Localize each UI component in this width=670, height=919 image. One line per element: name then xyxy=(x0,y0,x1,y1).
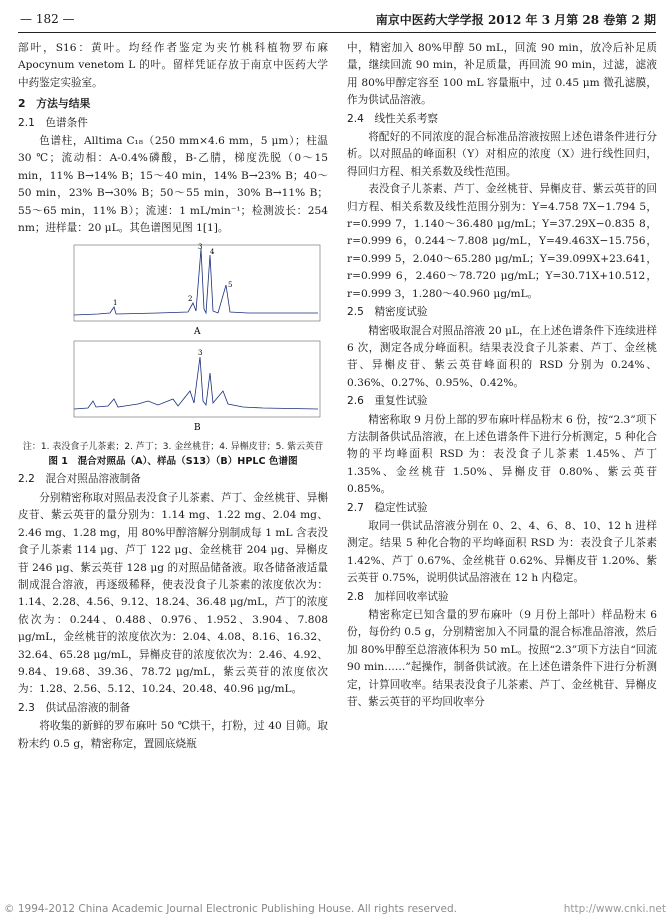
section-2-6-heading: 2.6 重复性试验 xyxy=(347,395,428,408)
section-2-heading: 2 方法与结果 xyxy=(18,97,91,111)
section-2-2-heading: 2.2 混合对照品溶液制备 xyxy=(18,473,141,486)
chart-a-peak-4: 4 xyxy=(210,248,215,257)
right-column xyxy=(347,40,657,711)
section-2-7-heading: 2.7 稳定性试验 xyxy=(347,501,428,514)
section-2-3-continued: 中，精密加入 80%甲醇 50 mL，回流 90 min，放冷后补足质量，继续回流 90 min，补足质量，再回流 90 min，过滤，滤液用 80%甲醇定容至 100 mL 容量瓶中，过 0.45 μm 微孔滤膜，作为供试品溶液。 xyxy=(347,42,657,107)
section-2-4-text-b: 表没食子儿茶素、芦丁、金丝桃苷、异槲皮苷、紫云英苷的回归方程、相关系数及线性范围分别为：Y=4.758 7X−1.794 5，r=0.999 7，1.140～36.480 μg/mL；Y=37.29X−0.835 8，r=0.999 6，0.244～7.808 μg/mL，Y=49.463X−15.756，r=0.999 5，2.040～65.280 μg/mL；Y=39.099X+23.641，r=0.999 6，2.460～78.720 μg/mL；Y=30.71X+10.512，r=0.999 3，1.280～40.960 μg/mL。 xyxy=(347,183,657,300)
section-2-3-text: 将收集的新鲜的罗布麻叶 50 ℃烘干，打粉，过 40 目筛。取粉末约 0.5 g，精密称定，置圆底烧瓶 xyxy=(18,720,328,750)
chart-b-label: B xyxy=(194,423,201,434)
page-footer xyxy=(4,903,666,917)
chart-a-trace xyxy=(74,249,318,315)
chart-b-trace xyxy=(74,357,318,409)
figure-1-note: 注：1. 表没食子儿茶素；2. 芦丁；3. 金丝桃苷；4. 异槲皮苷；5. 紫云英苷 xyxy=(22,442,324,453)
chart-a-frame xyxy=(74,245,320,321)
chart-a-label: A xyxy=(194,327,201,338)
section-2-2-text: 分别精密称取对照品表没食子儿茶素、芦丁、金丝桃苷、异槲皮苷、紫云英苷的量分别为：1.14 mg、1.22 mg、2.04 mg、2.46 mg、1.28 mg，用 80%甲醇溶解分别制成每 1 mL 含表没食子儿茶素 114 μg、芦丁 122 μg、金丝桃苷 204 μg、异槲皮苷 246 μg、紫云英苷 128 μg 的对照品储备液。取各储备液适量制成混合溶液，再逐级稀释，使表没食子儿茶素的浓度依次为：1.14、2.28、4.56、9.12、18.24、36.48 μg/mL，芦丁的浓度依次为：0.244、0.488、0.976、1.952、3.904、7.808 μg/mL，金丝桃苷的浓度依次为：2.04、4.08、8.16、16.32、32.64、65.28 μg/mL，异槲皮苷的浓度依次为：2.46、4.92、9.84、19.68、39.36、78.72 μg/mL，紫云英苷的浓度依次为：1.28、2.56、5.12、10.24、20.48、40.96 μg/mL。 xyxy=(18,491,328,696)
section-2-5-text: 精密吸取混合对照品溶液 20 μL，在上述色谱条件下连续进样 6 次，测定各成分峰面积。结果表没食子儿茶素、芦丁、金丝桃苷、异槲皮苷、紫云英苷峰面积的 RSD 分别为 0.24%、0.36%、0.27%、0.95%、0.42%。 xyxy=(347,324,657,389)
chromatogram-b xyxy=(74,341,320,433)
chart-a-peak-3: 3 xyxy=(198,243,203,252)
chart-a-peak-5: 5 xyxy=(228,281,233,290)
intro-paragraph: 部叶，S16：黄叶。均经作者鉴定为夹竹桃科植物罗布麻 Apocynum venetom L 的叶。留样凭证存放于南京中医药大学中药鉴定实验室。 xyxy=(18,42,328,89)
chart-a-peak-2: 2 xyxy=(188,295,193,304)
section-2-8-heading: 2.8 加样回收率试验 xyxy=(347,590,449,603)
figure-1 xyxy=(18,241,328,469)
chart-a-peak-1: 1 xyxy=(113,299,118,308)
section-2-8-text: 精密称定已知含量的罗布麻叶（9 月份上部叶）样品粉末 6 份，每份约 0.5 g，分别精密加入不同量的混合标准品溶液，然后加 80%甲醇至总溶液体积为 50 mL。按照“2.3”项下方法自“回流 90 min……”起操作，制备供试液。在上述色谱条件下进行分析测定，计算回收率。结果表没食子儿茶素、芦丁、金丝桃苷、异槲皮苷、紫云英苷的平均回收率分 xyxy=(347,609,657,709)
section-2-6-text: 精密称取 9 月份上部的罗布麻叶样品粉末 6 份，按“2.3”项下方法制备供试品溶液，在上述色谱条件下进行分析测定，5 种化合物的平均峰面积 RSD 为：表没食子儿茶素 1.45%、芦丁 1.35%、金丝桃苷 1.50%、异槲皮苷 0.80%、紫云英苷 0.85%。 xyxy=(347,413,657,496)
section-2-4-text-a: 将配好的不同浓度的混合标准品溶液按照上述色谱条件进行分析。以对照品的峰面积（Y）对相应的浓度（X）进行线性回归，得回归方程、相关系数及线性范围。 xyxy=(347,131,657,178)
section-2-7-text: 取同一供试品溶液分别在 0、2、4、6、8、10、12 h 进样测定。结果 5 种化合物的平均峰面积 RSD 为：表没食子儿茶素 1.42%、芦丁 0.67%、金丝桃苷 0.62%、异槲皮苷 1.20%、紫云英苷 0.75%，说明供试品溶液在 12 h 内稳定。 xyxy=(347,519,657,585)
chromatogram-a xyxy=(74,243,320,337)
page-number: — 182 — xyxy=(20,12,75,26)
section-2-4-heading: 2.4 线性关系考察 xyxy=(347,112,439,125)
hplc-chromatograms xyxy=(18,241,328,441)
site-link[interactable]: http://www.cnki.net xyxy=(563,903,666,915)
section-2-1-heading: 2.1 色谱条件 xyxy=(18,116,88,129)
chart-b-peak-3: 3 xyxy=(198,349,203,358)
page-header xyxy=(18,6,656,33)
section-2-1-text: 色谱柱，Alltima C₁₈（250 mm×4.6 mm，5 μm）；柱温 30 ℃；流动相：A-0.4%磷酸，B-乙腈，梯度洗脱（0～15 min，11% B→14% B；15～40 min，14% B→23% B；40～50 min，23% B→30% B；50～55 min，30% B→11% B；55～65 min，11% B）；流速：1 mL/min⁻¹；检测波长：254 nm；进样量：20 μL。其色谱图见图 1[1]。 xyxy=(18,135,328,235)
section-2-3-heading: 2.3 供试品溶液的制备 xyxy=(18,701,131,714)
section-2-5-heading: 2.5 精密度试验 xyxy=(347,306,428,319)
copyright-text: © 1994-2012 China Academic Journal Electronic Publishing House. All rights reserved. xyxy=(4,903,457,915)
figure-1-caption: 图 1 混合对照品（A）、样品（S13）（B）HPLC 色谱图 xyxy=(48,456,298,468)
journal-title: 南京中医药大学学报 2012 年 3 月第 28 卷第 2 期 xyxy=(375,13,656,27)
left-column xyxy=(18,40,328,753)
